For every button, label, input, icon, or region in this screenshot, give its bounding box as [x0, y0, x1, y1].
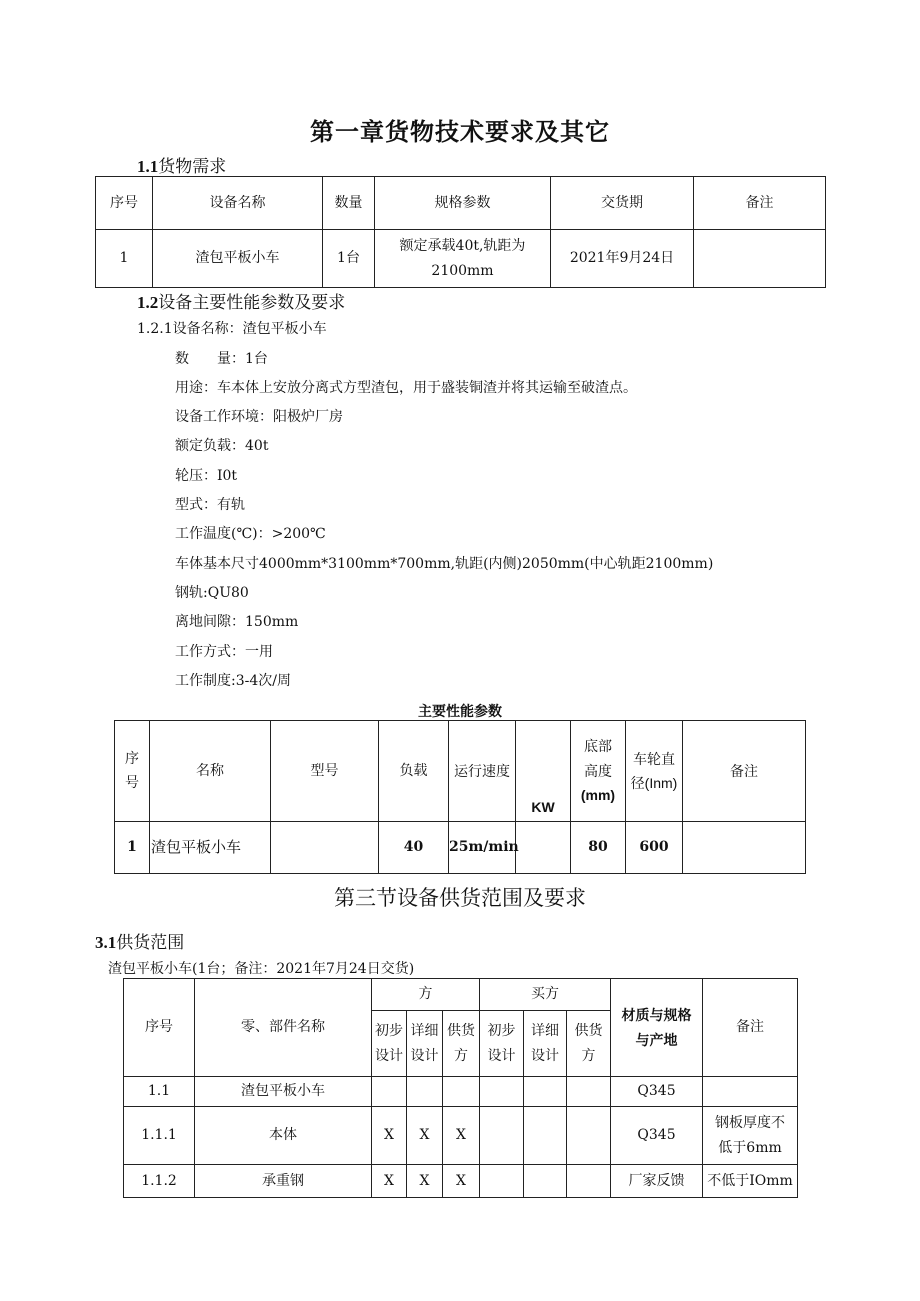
header-cell: 设备名称	[153, 177, 323, 230]
subheader-detail-design	[524, 1011, 567, 1077]
header-note: 备注	[683, 721, 806, 822]
spec-clearance: 离地间隙：150mm	[175, 614, 299, 630]
header-wheel-line-2: 径(Inm)	[630, 775, 678, 791]
table-row	[124, 1077, 798, 1107]
header-cell: 备注	[694, 177, 826, 230]
mark-cell	[480, 1077, 524, 1107]
mark-cell: X	[407, 1107, 443, 1165]
load-value: 40	[379, 822, 449, 874]
header-load: 负载	[379, 721, 449, 822]
spec-dimensions: 车体基本尺寸4000mm*3100mm*700mm,轨距(内侧)2050mm(中心轨距2100mm)	[175, 556, 714, 572]
kw-value	[516, 822, 571, 874]
performance-table-caption: 主要性能参数	[418, 703, 502, 719]
spec-environment: 设备工作环境：阳极炉厂房	[175, 409, 343, 425]
header-cell: 序号	[96, 177, 153, 230]
row-number: 1.1.2	[124, 1165, 195, 1198]
spec-temperature: 工作温度(℃)：>200℃	[175, 526, 326, 542]
header-cell: 数量	[323, 177, 375, 230]
subheader-line: 供货	[574, 1023, 603, 1039]
section-1-1-heading	[137, 152, 226, 177]
mark-cell: X	[407, 1165, 443, 1198]
spec-rail: 钢轨:QU80	[175, 585, 249, 601]
header-cell: 交货期	[551, 177, 694, 230]
spec-work-mode: 工作方式：一用	[175, 644, 273, 660]
section-3-1-label: 供货范围	[116, 933, 185, 953]
header-height-line-1: 底部	[584, 738, 612, 755]
part-name: 本体	[195, 1107, 372, 1165]
subheader-line: 详细	[410, 1023, 439, 1039]
header-name: 名称	[150, 721, 271, 822]
subheader-line: 初步	[487, 1023, 516, 1039]
subheader-line: 方	[454, 1047, 468, 1064]
note-cell	[683, 822, 806, 874]
note-line: 钢板厚度不	[715, 1115, 786, 1131]
mark-cell	[443, 1077, 480, 1107]
note-cell	[703, 1165, 798, 1198]
section-3-1-number: 3.1	[95, 933, 117, 952]
mark-cell	[524, 1077, 567, 1107]
model-cell	[271, 822, 379, 874]
subheader-line: 方	[581, 1047, 596, 1064]
table-header-row	[115, 721, 806, 822]
mark-cell	[524, 1107, 567, 1165]
header-material-line-1: 材质与规格	[621, 1007, 692, 1023]
section-1-1-label: 货物需求	[158, 157, 227, 177]
wheel-value: 600	[626, 822, 683, 874]
header-no-line-1: 序	[125, 750, 139, 767]
table-row	[96, 230, 826, 288]
section-1-2-heading	[137, 288, 345, 313]
header-material-line-2: 与产地	[635, 1031, 678, 1048]
row-number: 1	[115, 822, 150, 874]
header-no-line-2: 号	[125, 775, 139, 791]
spec-work-schedule: 工作制度:3-4次/周	[175, 673, 291, 689]
quantity: 1台	[323, 230, 375, 288]
spec-rated-load: 额定负载：40t	[175, 438, 269, 454]
header-no	[115, 721, 150, 822]
mark-cell: X	[443, 1165, 480, 1198]
mark-cell: X	[372, 1165, 407, 1198]
header-part-name: 零、部件名称	[195, 979, 372, 1077]
material-cell: Q345	[611, 1077, 703, 1107]
equipment-name: 渣包平板小车	[153, 230, 323, 288]
note-cell	[703, 1107, 798, 1165]
row-number: 1.1	[124, 1077, 195, 1107]
subheader-prelim-design	[372, 1011, 407, 1077]
header-no: 序号	[124, 979, 195, 1077]
performance-table	[114, 720, 806, 874]
table-row	[124, 1165, 798, 1198]
header-note: 备注	[703, 979, 798, 1077]
speed-value: 25m/min	[449, 822, 516, 874]
material-cell: 厂家反馈	[611, 1165, 703, 1198]
note-line: 不低于IOmm	[707, 1172, 793, 1189]
spec-usage: 用途：车本体上安放分离式方型渣包，用于盛装铜渣并将其运输至破渣点。	[175, 380, 637, 396]
table-row	[124, 1107, 798, 1165]
part-name: 渣包平板小车	[195, 1077, 372, 1107]
subheader-line: 供货	[447, 1023, 475, 1039]
header-seller: 方	[372, 979, 480, 1011]
spec-cell	[375, 230, 551, 288]
header-height-line-2: 高度	[584, 762, 612, 779]
supply-note: 渣包平板小车(1台；备注：2021年7月24日交货)	[108, 961, 415, 977]
header-material	[611, 979, 703, 1077]
mark-cell	[524, 1165, 567, 1198]
table-header-row	[96, 177, 826, 230]
section-1-2-label: 设备主要性能参数及要求	[158, 293, 346, 313]
subheader-supplier	[443, 1011, 480, 1077]
subheader-prelim-design	[480, 1011, 524, 1077]
header-kw: KW	[516, 721, 571, 822]
section-1-2-1-heading: 1.2.1设备名称：渣包平板小车	[137, 321, 327, 337]
subheader-detail-design	[407, 1011, 443, 1077]
header-height-line-3: (mm)	[580, 787, 616, 804]
header-buyer: 买方	[480, 979, 611, 1011]
mark-cell	[372, 1077, 407, 1107]
subheader-line: 详细	[531, 1023, 559, 1039]
subheader-line: 设计	[375, 1047, 403, 1064]
chapter-title: 第一章货物技术要求及其它	[310, 117, 610, 146]
subheader-supplier	[567, 1011, 611, 1077]
mark-cell: X	[443, 1107, 480, 1165]
table-header-row	[124, 979, 798, 1011]
section-1-2-number: 1.2	[137, 293, 159, 312]
header-model: 型号	[271, 721, 379, 822]
row-number: 1.1.1	[124, 1107, 195, 1165]
goods-requirement-table	[95, 176, 826, 288]
header-wheel-line-1: 车轮直	[633, 750, 675, 767]
material-cell: Q345	[611, 1107, 703, 1165]
mark-cell	[480, 1165, 524, 1198]
header-height	[571, 721, 626, 822]
mark-cell: X	[372, 1107, 407, 1165]
spec-line-1: 额定承载40t,轨距为	[399, 238, 526, 254]
header-speed: 运行速度	[449, 721, 516, 822]
mark-cell	[567, 1077, 611, 1107]
supply-scope-table	[123, 978, 798, 1198]
section-1-1-number: 1.1	[137, 157, 159, 176]
subheader-line: 设计	[487, 1047, 516, 1064]
equipment-name: 渣包平板小车	[150, 822, 271, 874]
mark-cell	[567, 1165, 611, 1198]
section-3-1-heading	[95, 928, 184, 953]
header-cell: 规格参数	[375, 177, 551, 230]
part-name: 承重钢	[195, 1165, 372, 1198]
mark-cell	[567, 1107, 611, 1165]
note-line: 低于6mm	[718, 1139, 782, 1156]
spec-line-2: 2100mm	[431, 262, 494, 279]
subheader-line: 设计	[531, 1047, 559, 1064]
subheader-line: 初步	[375, 1023, 403, 1039]
table-row	[115, 822, 806, 874]
height-value: 80	[571, 822, 626, 874]
mark-cell	[407, 1077, 443, 1107]
row-number: 1	[96, 230, 153, 288]
spec-quantity: 数 量：1台	[175, 351, 268, 367]
mark-cell	[480, 1107, 524, 1165]
header-wheel	[626, 721, 683, 822]
spec-type: 型式：有轨	[175, 497, 245, 513]
note-cell	[703, 1077, 798, 1107]
section-3-title: 第三节设备供货范围及要求	[334, 886, 586, 910]
spec-wheel-pressure: 轮压：I0t	[175, 468, 238, 484]
subheader-line: 设计	[410, 1047, 439, 1064]
delivery-date: 2021年9月24日	[551, 230, 694, 288]
note-cell	[694, 230, 826, 288]
